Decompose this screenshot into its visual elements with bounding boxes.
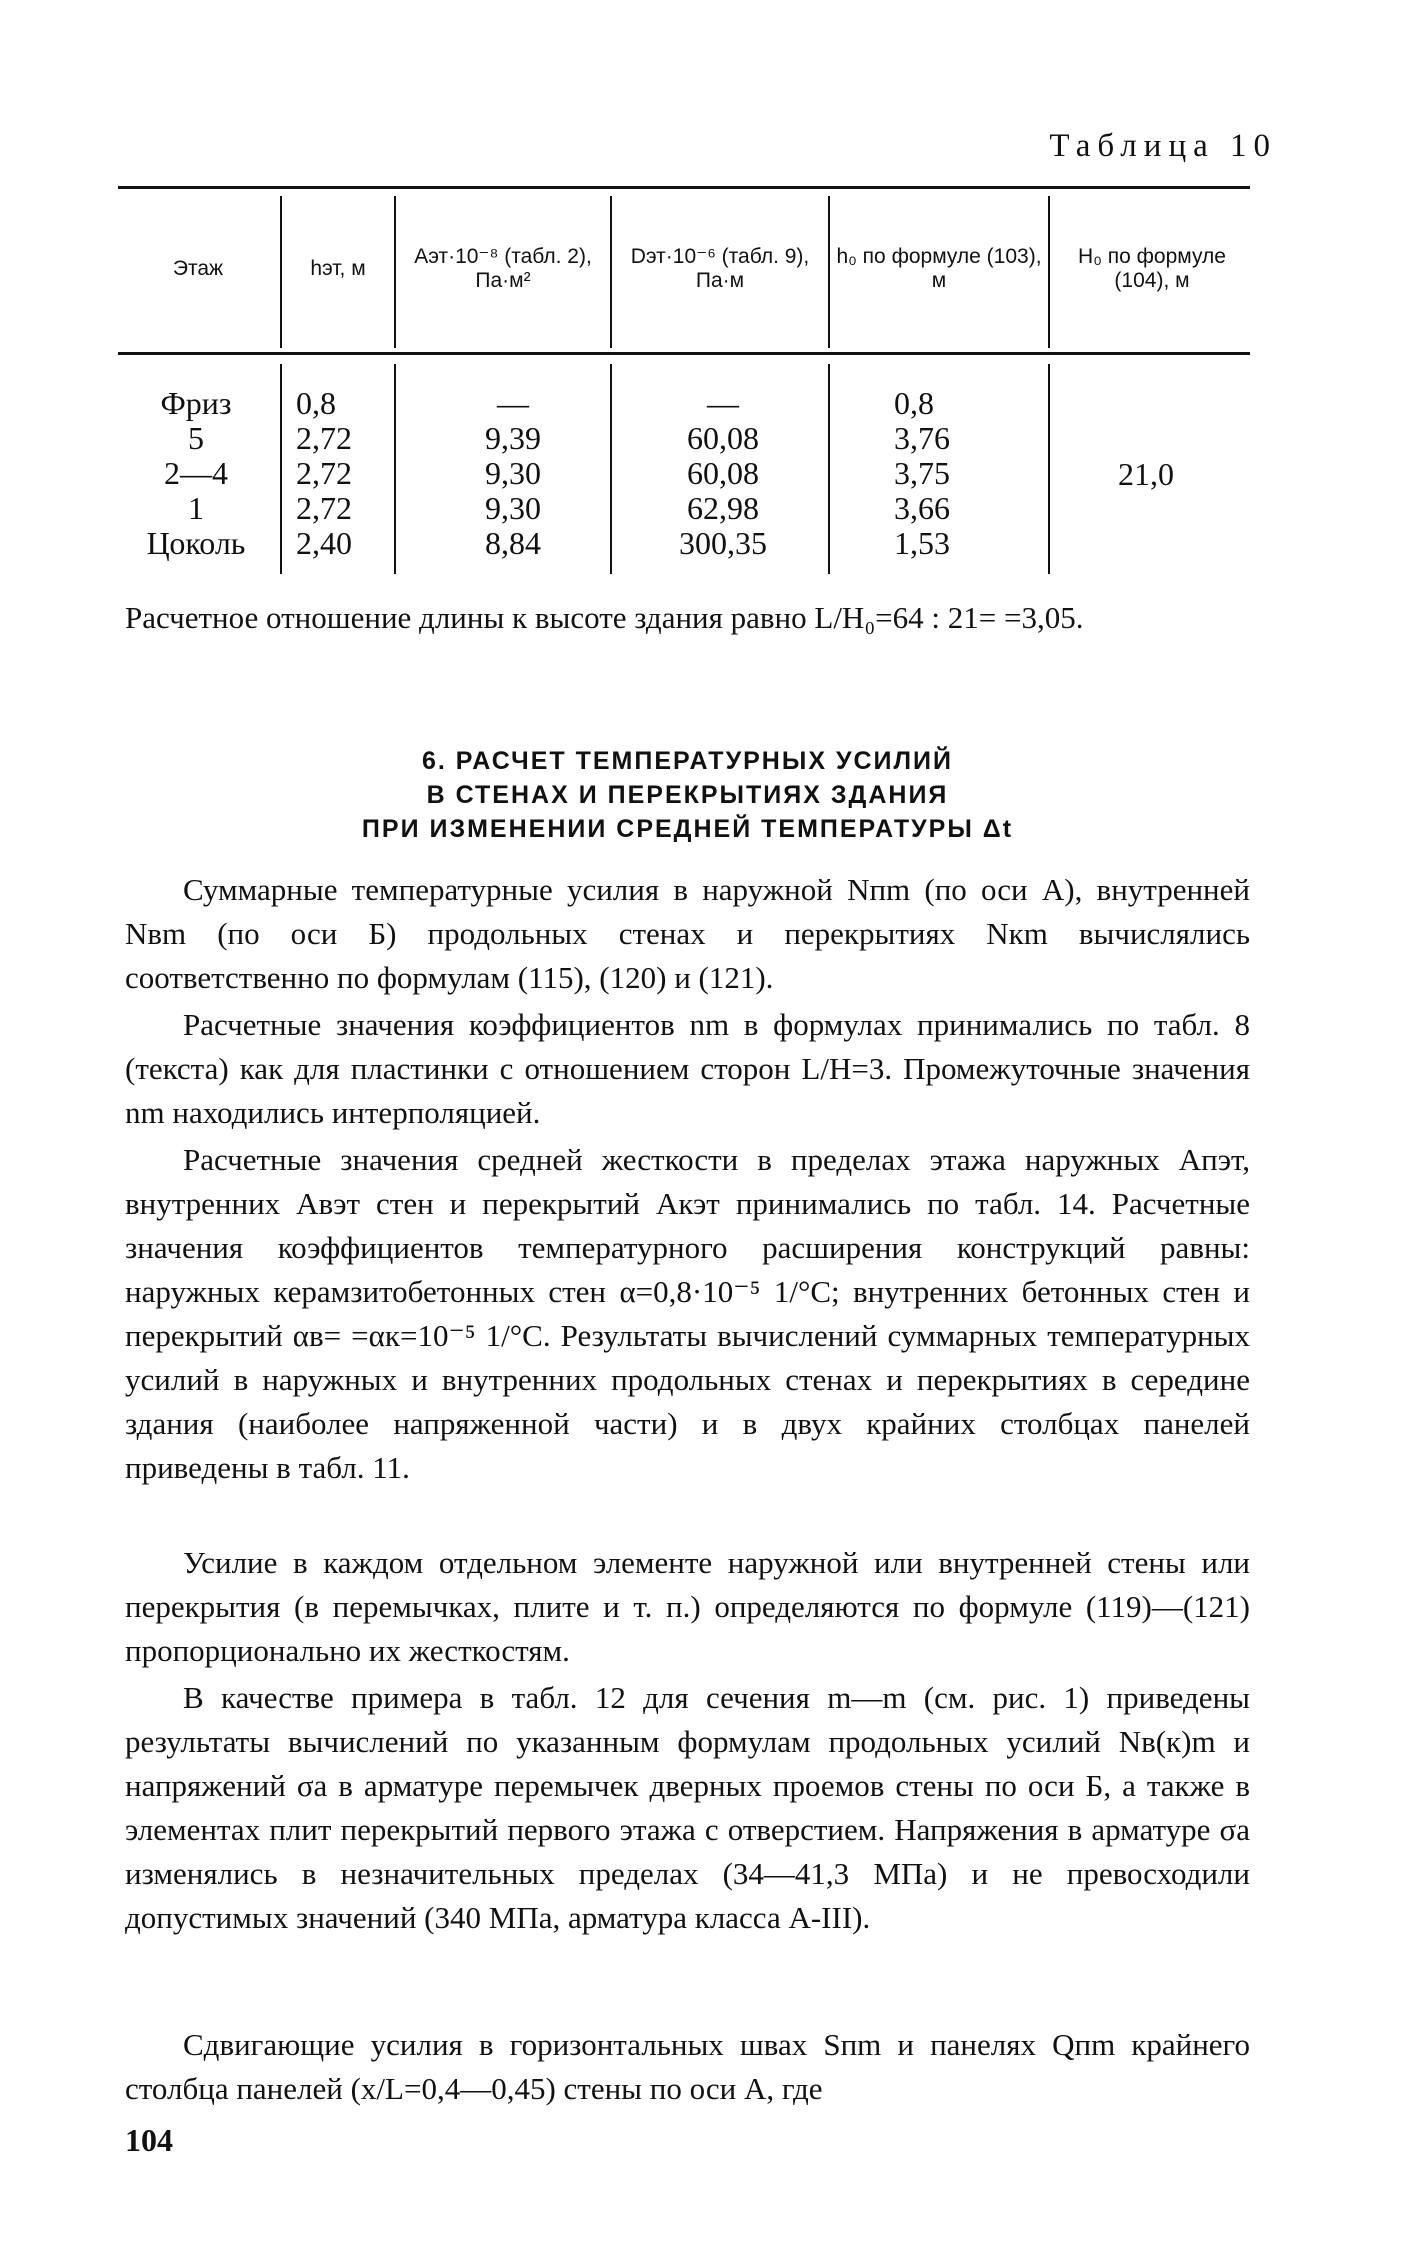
header-a-et: Aэт·10⁻⁸ (табл. 2), Па·м² bbox=[414, 245, 592, 292]
header-H0: H₀ по формуле (104), м bbox=[1078, 245, 1226, 292]
paragraph: В качестве примера в табл. 12 для сечения m—m (см. рис. 1) приведены результаты вычислений по указанным формулам продольных усилий Nв(к)m и напряжений σа в арматуре перемычек дверных проемов стены по оси Б, а также в элементах плит перекрытий первого этажа с отверстием. Напряжения в арматуре σа изменялись в незначительных пределах (34—41,3 МПа) и не превосходили допустимых значений (340 МПа, арматура класса А-III). bbox=[125, 1680, 1250, 1935]
paragraph: Суммарные температурные усилия в наружной Nпm (по оси А), внутренней Nвm (по оси Б) продольных стенах и перекрытиях Nкm вычислялись соответственно по формулам (115), (120) и (121). bbox=[125, 872, 1250, 995]
table-cell: — bbox=[497, 385, 529, 421]
table-cell: 2,40 bbox=[296, 525, 352, 561]
data-table bbox=[118, 186, 1250, 586]
table-cell: — bbox=[707, 385, 739, 421]
ratio-note: Расчетное отношение длины к высоте здания равно L/H₀=64 : 21= =3,05. bbox=[125, 600, 1084, 635]
table-cell: 60,08 bbox=[687, 420, 759, 456]
column-divider bbox=[1048, 196, 1050, 348]
table-cell: 0,8 bbox=[894, 385, 934, 421]
column-divider bbox=[280, 196, 282, 348]
table-cell: 1,53 bbox=[894, 525, 950, 561]
table-cell: 2,72 bbox=[296, 490, 352, 526]
column-d-et bbox=[658, 386, 788, 561]
column-divider bbox=[394, 364, 396, 574]
paragraph: Расчетные значения средней жесткости в пределах этажа наружных Aпэт, внутренних Aвэт стен и перекрытий Aкэт принимались по табл. 14. Расчетные значения коэффициентов температурного расширения конструкций равны: наружных керамзитобетонных стен α=0,8·10⁻⁵ 1/°С; внутренних бетонных стен и перекрытий αв= =αк=10⁻⁵ 1/°С. Результаты вычислений суммарных температурных усилий в наружных и внутренних продольных стенах и перекрытиях в середине здания (наиболее напряженной части) и в двух крайних столбцах панелей приведены в табл. 11. bbox=[125, 1142, 1250, 1485]
table-cell-H0: 21,0 bbox=[1118, 456, 1174, 492]
column-divider bbox=[394, 196, 396, 348]
column-a-et bbox=[463, 386, 563, 561]
column-floor bbox=[118, 386, 274, 561]
header-floor: Этаж bbox=[172, 257, 224, 280]
page-number: 104 bbox=[125, 2122, 173, 2158]
table-cell: 3,75 bbox=[894, 455, 950, 491]
section-title: 6. РАСЧЕТ ТЕМПЕРАТУРНЫХ УСИЛИЙ В СТЕНАХ И ПЕРЕКРЫТИЯХ ЗДАНИЯ ПРИ ИЗМЕНЕНИИ СРЕДНЕЙ ТЕМПЕРАТУРЫ Δt bbox=[361, 747, 1014, 843]
table-cell: Цоколь bbox=[146, 525, 246, 561]
table-cell: 1 bbox=[188, 490, 204, 526]
table-cell: 62,98 bbox=[687, 490, 759, 526]
column-divider bbox=[610, 196, 612, 348]
table-cell: 9,30 bbox=[485, 455, 541, 491]
table-cell: 8,84 bbox=[485, 525, 541, 561]
paragraph: Сдвигающие усилия в горизонтальных швах Sпm и панелях Qпm крайнего столбца панелей (x/L=0,4—0,45) стены по оси А, где bbox=[125, 2027, 1250, 2106]
paragraph: Расчетные значения коэффициентов nm в формулах принимались по табл. 8 (текста) как для пластинки с отношением сторон L/H=3. Промежуточные значения nm находились интерполяцией. bbox=[125, 1007, 1250, 1130]
table-cell: Фриз bbox=[160, 385, 232, 421]
header-d-et: Dэт·10⁻⁶ (табл. 9), Па·м bbox=[630, 245, 810, 292]
column-divider bbox=[828, 196, 830, 348]
table-caption: Таблица 10 bbox=[1049, 128, 1277, 164]
header-h0: h₀ по формуле (103), м bbox=[836, 245, 1042, 292]
table-cell: 2—4 bbox=[164, 455, 228, 491]
table-cell: 60,08 bbox=[687, 455, 759, 491]
table-header-rule bbox=[118, 352, 1250, 355]
table-top-rule bbox=[118, 186, 1250, 189]
table-cell: 0,8 bbox=[296, 385, 336, 421]
table-cell: 3,76 bbox=[894, 420, 950, 456]
column-h0 bbox=[894, 386, 994, 561]
column-divider bbox=[280, 364, 282, 574]
table-cell: 3,66 bbox=[894, 490, 950, 526]
column-height bbox=[296, 386, 386, 561]
column-divider bbox=[828, 364, 830, 574]
header-height: hэт, м bbox=[310, 257, 366, 280]
table-cell: 5 bbox=[188, 420, 204, 456]
table-cell: 2,72 bbox=[296, 420, 352, 456]
paragraph: Усилие в каждом отдельном элементе наружной или внутренней стены или перекрытия (в перемычках, плите и т. п.) определяются по формуле (119)—(121) пропорционально их жесткостям. bbox=[125, 1545, 1250, 1668]
column-divider bbox=[1048, 364, 1050, 574]
table-cell: 9,30 bbox=[485, 490, 541, 526]
table-cell: 300,35 bbox=[679, 525, 767, 561]
table-cell: 2,72 bbox=[296, 455, 352, 491]
table-cell: 9,39 bbox=[485, 420, 541, 456]
column-divider bbox=[610, 364, 612, 574]
